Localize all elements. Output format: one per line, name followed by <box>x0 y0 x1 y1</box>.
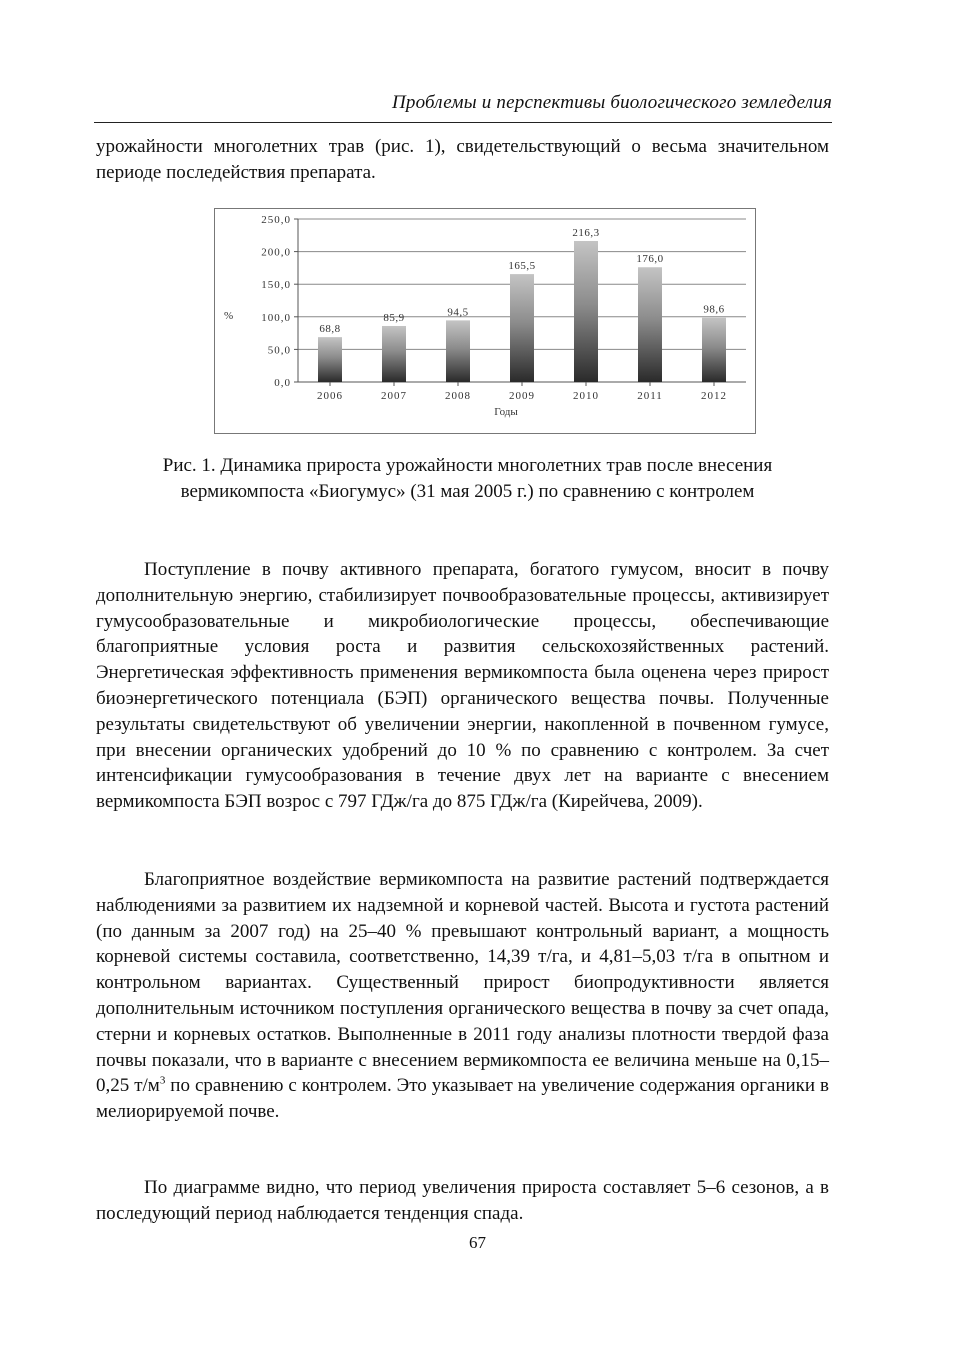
data-label: 68,8 <box>319 323 341 336</box>
x-tick-label: 2008 <box>445 390 471 402</box>
header-rule <box>94 122 832 123</box>
x-tick-label: 2012 <box>701 390 727 402</box>
data-label: 98,6 <box>703 303 725 316</box>
x-tick-label: 2006 <box>317 390 343 402</box>
y-tick-label: 200,0 <box>261 246 291 259</box>
running-header: Проблемы и перспективы биологического земледелия <box>391 92 832 113</box>
y-axis-label: % <box>224 309 234 322</box>
x-tick-label: 2009 <box>509 390 535 402</box>
paragraph-vermicompost-effect <box>96 867 829 1125</box>
superscript: 3 <box>159 1075 166 1088</box>
bar <box>638 267 662 382</box>
paragraph-energy: Поступление в почву активного препарата, богатого гумусом, вносит в почву дополнительную энергию, стабилизирует почвообразовательные процессы, активизирует гумусообразовательные и микробиологические процессы, обеспечивающие благоприятные условия роста и развития сельскохозяйственных растений. Энергетическая эффективность применения вермикомпоста была оценена через прирост биоэнергетического потенциала (БЭП) органического вещества почвы. Полученные результаты свидетельствуют об увеличении энергии, накопленной в почвенном гумусе, при внесении органических удобрений до 10 % по сравнению с контролем. За счет интенсификации гумусообразования в течение двух лет на варианте с внесением вермикомпоста БЭП возрос с 797 ГДж/га до 875 ГДж/га (Кирейчева, 2009). <box>96 559 829 813</box>
bar <box>318 337 342 382</box>
bar <box>382 326 406 382</box>
bar <box>702 318 726 382</box>
paragraph-continuation: урожайности многолетних трав (рис. 1), свидетельствующий о весьма значительном периоде последействия препарата. <box>96 136 829 183</box>
bar <box>510 274 534 382</box>
paragraph-text: Благоприятное воздействие вермикомпоста на развитие растений подтверждается наблюдениями за развитием их надземной и корневой частей. Высота и густота растений (по данным за 2007 год) на 25–40 % превышают контрольный вариант, а мощность корневой системы составила, соответственно, 14,39 т/га, и 4,81–5,03 т/га в опытном и контрольном вариантах. Существенный прирост биопродуктивности является дополнительным источником поступления органического вещества в почву за счет опада, стерни и корневых остатков. Выполненные в 2011 году анализы плотности твердой фаза почвы показали, что в варианте с внесением вермикомпоста ее величина меньше на 0,15–0,25 т/м <box>96 869 829 1097</box>
data-label: 85,9 <box>383 311 405 324</box>
x-tick-label: 2007 <box>381 390 407 402</box>
page-number: 67 <box>469 1233 486 1252</box>
paragraph-diagram-trend: По диаграмме видно, что период увеличения прироста составляет 5–6 сезонов, а в последующий период наблюдается тенденция спада. <box>96 1177 829 1224</box>
data-label: 216,3 <box>572 226 600 239</box>
figure-caption: Рис. 1. Динамика прироста урожайности многолетних трав после внесения вермикомпоста «Биогумус» (31 мая 2005 г.) по сравнению с контролем <box>162 455 773 502</box>
data-label: 176,0 <box>636 253 664 266</box>
x-tick-label: 2010 <box>573 390 599 402</box>
y-tick-label: 0,0 <box>274 377 291 389</box>
data-label: 165,5 <box>508 260 536 273</box>
paragraph-text-tail: по сравнению с контролем. Это указывает на увеличение содержания органики в мелиорируемой почве. <box>96 1075 829 1123</box>
y-tick-label: 150,0 <box>261 279 291 292</box>
bar <box>574 241 598 382</box>
bar <box>446 320 470 382</box>
chart-border <box>215 209 756 434</box>
x-axis-label: Годы <box>494 406 518 418</box>
data-label: 94,5 <box>447 306 469 319</box>
y-tick-label: 250,0 <box>261 214 291 226</box>
y-tick-label: 50,0 <box>267 344 291 357</box>
bar-chart <box>214 208 756 434</box>
x-tick-label: 2011 <box>637 390 663 402</box>
y-tick-label: 100,0 <box>261 311 291 324</box>
